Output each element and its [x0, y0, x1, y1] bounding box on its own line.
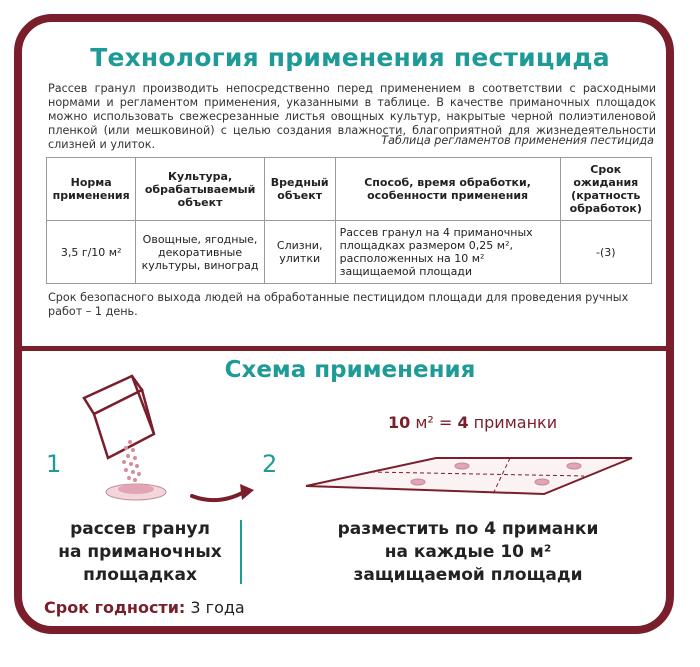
- shelf-life: [44, 598, 245, 617]
- table-cell: 3,5 г/10 м²: [47, 221, 136, 284]
- shelf-life-label: Срок годности:: [44, 598, 186, 617]
- shelf-life-value: 3 года: [190, 598, 245, 617]
- table-cell: Слизни, улитки: [264, 221, 335, 284]
- ratio-unit: м² =: [415, 413, 453, 432]
- step-separator: [240, 520, 242, 584]
- table-row: [47, 221, 652, 284]
- table-caption: Таблица регламентов применения пестицида: [381, 134, 654, 147]
- table-header-row: [47, 158, 652, 221]
- arrow-right-icon: [188, 478, 258, 508]
- ratio-area: 10: [388, 413, 411, 432]
- step-2-number: 2: [262, 450, 278, 478]
- step-2-line: на каждые 10 м²: [384, 542, 552, 562]
- regulation-table: [46, 157, 652, 284]
- bait-ratio: [388, 413, 557, 432]
- step-2-text: [318, 518, 618, 587]
- step-1-line: площадках: [83, 565, 197, 585]
- column-header: Вредный объект: [264, 158, 335, 221]
- column-header: Норма применения: [47, 158, 136, 221]
- section-divider: [22, 346, 668, 351]
- granule-pile: [106, 484, 166, 500]
- step-1-text: [40, 518, 240, 587]
- intro-paragraph: Рассев гранул производить непосредственно перед применением в соответствии с расходными нормами и регламентом применения, указанными в таблице. В качестве приманочных площадок можно использовать свежесрезанные листья овощных культур, накрытые черной полиэтиленовой пленкой (или мешковиной) с целью создания влажности, благоприятной для жизнедеятельности слизней и улиток.: [48, 82, 656, 151]
- page-title: Технология применения пестицида: [90, 43, 610, 72]
- ratio-count: 4: [457, 413, 469, 432]
- safety-note: Срок безопасного выхода людей на обработанные пестицидом площади для проведения ручных работ – 1 день.: [48, 291, 629, 318]
- granule-packet-icon: [72, 368, 192, 508]
- field-plot-icon: [298, 444, 658, 514]
- table-cell: Овощные, ягодные, декоративные культуры, виноград: [136, 221, 264, 284]
- step-1-number: 1: [46, 450, 62, 478]
- step-2-line: разместить по 4 приманки: [337, 519, 599, 539]
- table-cell: -(3): [560, 221, 651, 284]
- table-cell: Рассев гранул на 4 приманочных площадках размером 0,25 м², расположенных на 10 м² защищаемой площади: [335, 221, 560, 284]
- column-header: Культура, обрабатываемый объект: [136, 158, 264, 221]
- step-1-line: на приманочных: [58, 542, 222, 562]
- column-header: Срок ожидания (кратность обработок): [560, 158, 651, 221]
- step-2-line: защищаемой площади: [353, 565, 583, 585]
- step-1-line: рассев гранул: [70, 519, 210, 539]
- ratio-word: приманки: [473, 413, 558, 432]
- column-header: Способ, время обработки, особенности применения: [335, 158, 560, 221]
- packet-shape: [84, 376, 154, 458]
- scheme-title: Схема применения: [224, 357, 476, 383]
